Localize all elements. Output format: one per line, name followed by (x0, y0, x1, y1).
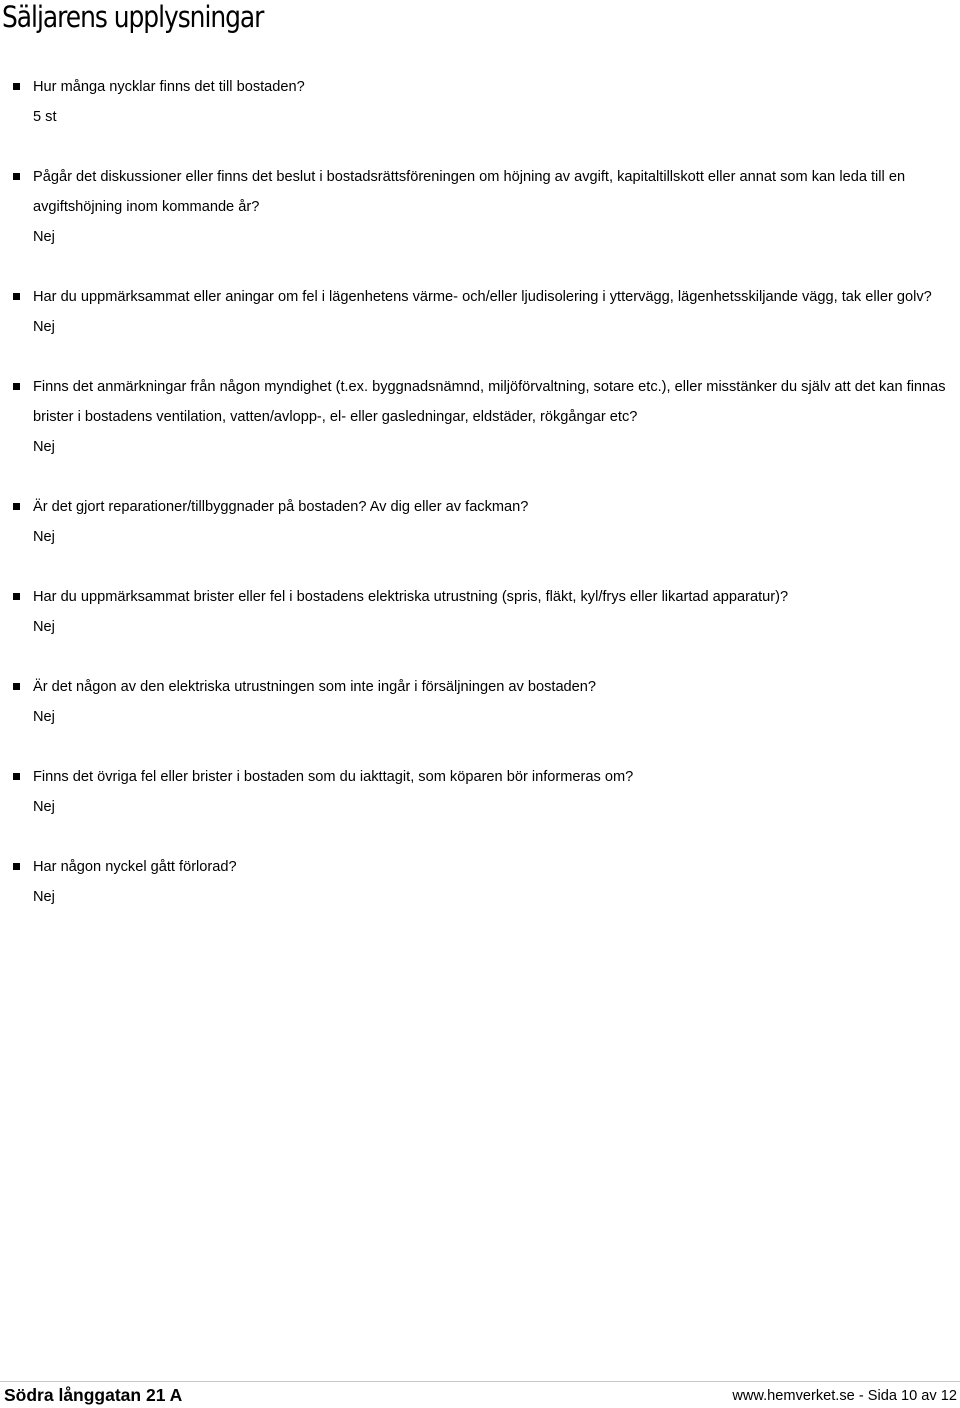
footer-page-info: www.hemverket.se - Sida 10 av 12 (732, 1388, 957, 1404)
answer-text: 5 st (33, 109, 57, 125)
answer-text: Nej (33, 319, 55, 335)
question-text: Är det gjort reparationer/tillbyggnader på bostaden? Av dig eller av fackman? (33, 499, 529, 515)
square-bullet-icon (13, 83, 20, 90)
answer-text: Nej (33, 709, 55, 725)
question-list (0, 72, 960, 942)
list-item (0, 72, 960, 132)
list-item (0, 762, 960, 822)
answer-text: Nej (33, 889, 55, 905)
answer-text: Nej (33, 619, 55, 635)
footer-address: Södra långgatan 21 A (4, 1385, 183, 1405)
list-item (0, 492, 960, 552)
page-title: Säljarens upplysningar (2, 0, 264, 34)
square-bullet-icon (13, 503, 20, 510)
answer-text: Nej (33, 439, 55, 455)
square-bullet-icon (13, 293, 20, 300)
question-text: Har någon nyckel gått förlorad? (33, 859, 237, 875)
question-text: Finns det anmärkningar från någon myndighet (t.ex. byggnadsnämnd, miljöförvaltning, sotare etc.), eller misstänker du själv att det kan finnas brister i bostadens ventilation, vatten/avlopp-, el- eller gasledningar, eldstäder, rökgångar etc? (33, 379, 946, 425)
answer-text: Nej (33, 799, 55, 815)
list-item (0, 582, 960, 642)
square-bullet-icon (13, 773, 20, 780)
list-item (0, 162, 960, 252)
list-item (0, 282, 960, 342)
square-bullet-icon (13, 593, 20, 600)
question-text: Är det någon av den elektriska utrustningen som inte ingår i försäljningen av bostaden? (33, 679, 597, 695)
question-text: Har du uppmärksammat brister eller fel i bostadens elektriska utrustning (spris, fläkt, kyl/frys eller likartad apparatur)? (33, 589, 789, 605)
list-item (0, 852, 960, 912)
question-text: Pågår det diskussioner eller finns det beslut i bostadsrättsföreningen om höjning av avgift, kapitaltillskott eller annat som kan leda till en avgiftshöjning inom kommande år? (33, 169, 906, 215)
square-bullet-icon (13, 683, 20, 690)
square-bullet-icon (13, 383, 20, 390)
question-text: Finns det övriga fel eller brister i bostaden som du iakttagit, som köparen bör informeras om? (33, 769, 634, 785)
list-item (0, 672, 960, 732)
question-text: Har du uppmärksammat eller aningar om fel i lägenhetens värme- och/eller ljudisolering i yttervägg, lägenhetsskiljande vägg, tak eller golv? (33, 289, 932, 305)
square-bullet-icon (13, 173, 20, 180)
page-footer (0, 1381, 960, 1408)
list-item (0, 372, 960, 462)
question-text: Hur många nycklar finns det till bostaden? (33, 79, 305, 95)
answer-text: Nej (33, 529, 55, 545)
square-bullet-icon (13, 863, 20, 870)
answer-text: Nej (33, 229, 55, 245)
footer-divider (0, 1381, 960, 1382)
